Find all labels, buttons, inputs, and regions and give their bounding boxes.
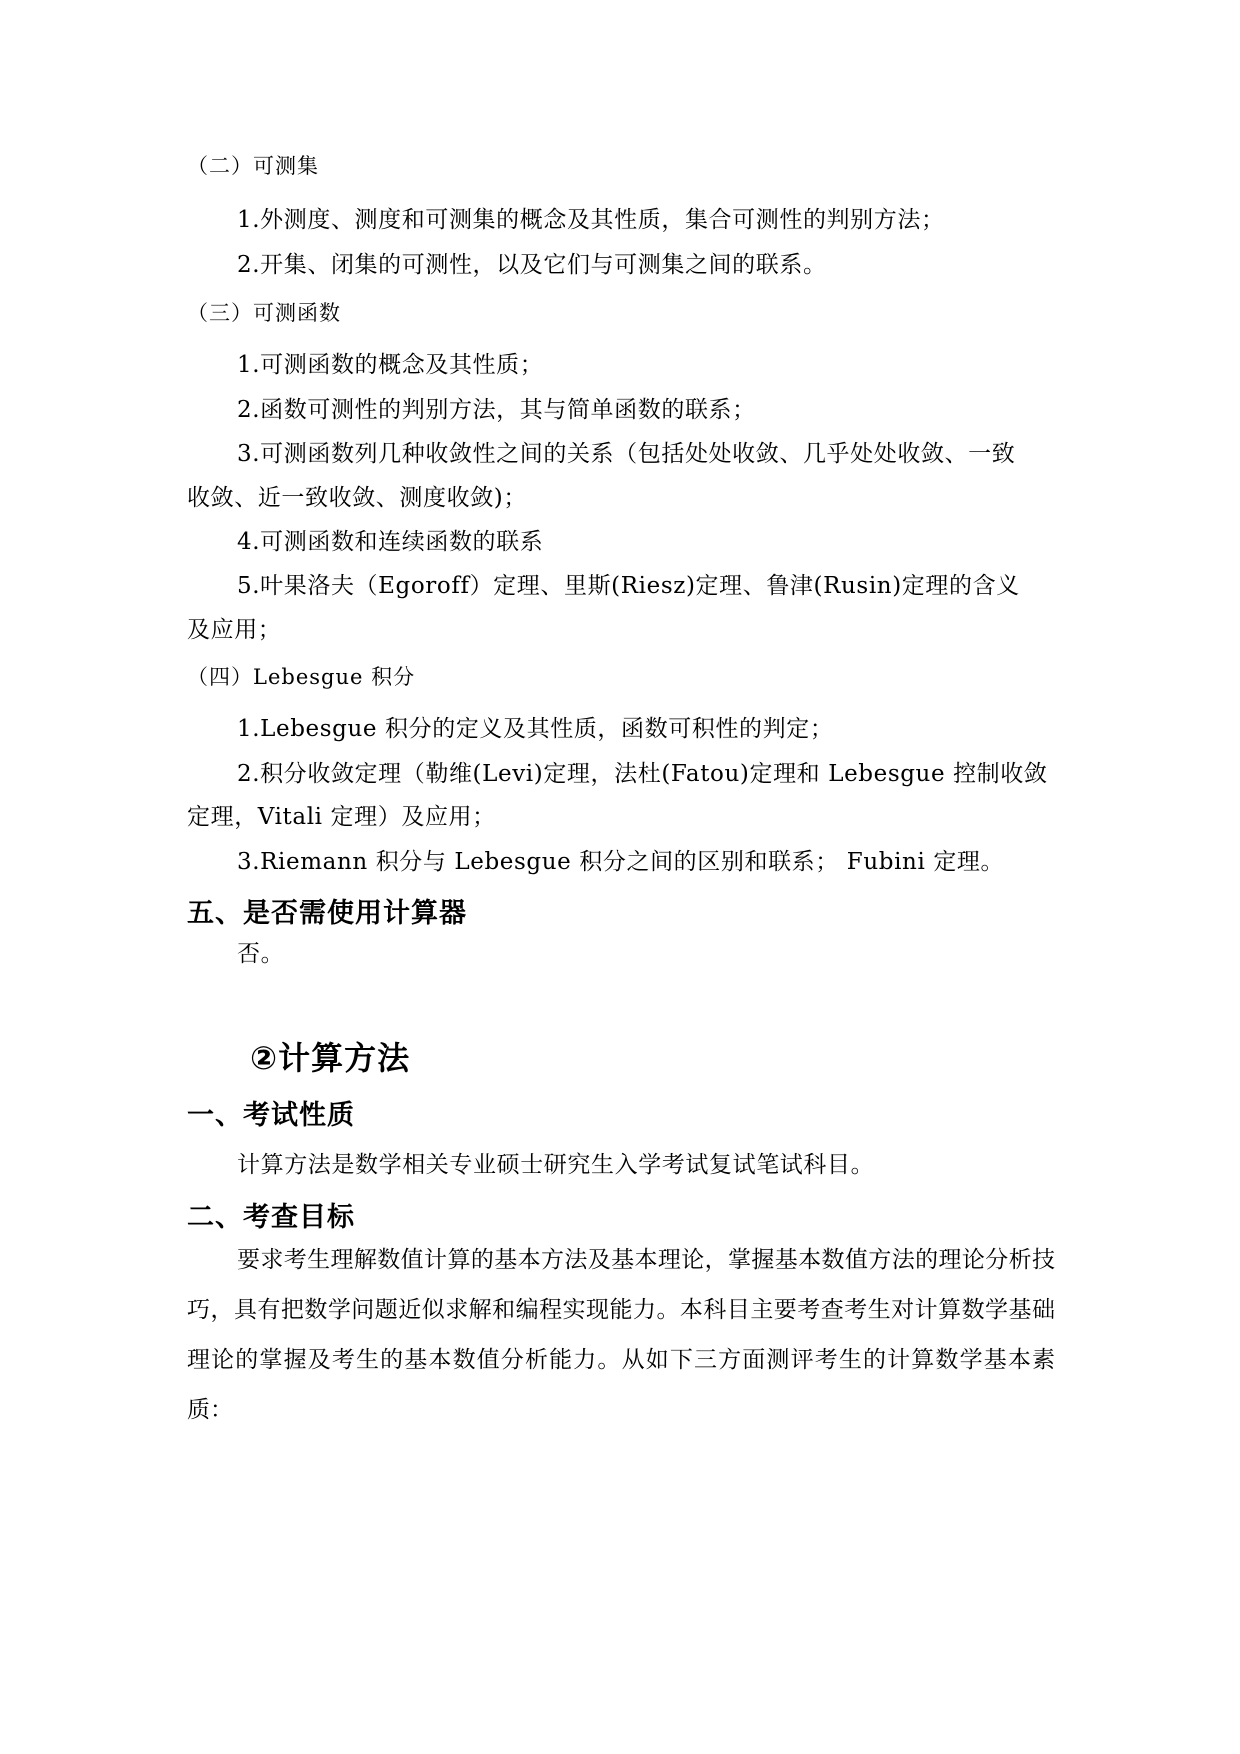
section-heading-exam-objectives: 二、考查目标 <box>187 1202 355 1233</box>
list-item: 1.可测函数的概念及其性质； <box>237 352 544 378</box>
list-item: 4.可测函数和连续函数的联系 <box>237 529 544 555</box>
list-item: 1.外测度、测度和可测集的概念及其性质，集合可测性的判别方法； <box>237 207 945 233</box>
exam-objectives-paragraph: 要求考生理解数值计算的基本方法及基本理论，掌握基本数值方法的理论分析技巧，具有把数学问题近似求解和编程实现能力。本科目主要考查考生对计算数学基础理论的掌握及考生的基本数值分析能力。从如下三方面测评考生的计算数学基本素质： <box>187 1247 1055 1423</box>
list-item: 2.函数可测性的判别方法，其与简单函数的联系； <box>237 397 756 423</box>
list-item: 1.Lebesgue 积分的定义及其性质，函数可积性的判定； <box>237 716 834 742</box>
list-item-continuation: 及应用； <box>187 617 282 643</box>
subject-title: ②计算方法 <box>250 1039 411 1077</box>
list-item: 5.叶果洛夫（Egoroff）定理、里斯(Riesz)定理、鲁津(Rusin)定理的含义 <box>237 573 1020 599</box>
section-heading-calculator: 五、是否需使用计算器 <box>187 898 467 929</box>
list-item: 3.可测函数列几种收敛性之间的关系（包括处处收敛、几乎处处收敛、一致 <box>237 441 1016 467</box>
section-heading-measurable-sets: （二）可测集 <box>187 154 319 178</box>
section-heading-lebesgue-integral: （四）Lebesgue 积分 <box>187 665 416 689</box>
list-item: 2.积分收敛定理（勒维(Levi)定理，法杜(Fatou)定理和 Lebesgue 控制收敛 <box>237 761 1048 787</box>
exam-nature-text: 计算方法是数学相关专业硕士研究生入学考试复试笔试科目。 <box>237 1152 875 1178</box>
calculator-answer: 否。 <box>237 941 285 967</box>
section-heading-exam-nature: 一、考试性质 <box>187 1100 355 1131</box>
list-item-continuation: 收敛、近一致收敛、测度收敛)； <box>187 485 527 511</box>
section-heading-measurable-functions: （三）可测函数 <box>187 301 341 325</box>
list-item: 3.Riemann 积分与 Lebesgue 积分之间的区别和联系； Fubini 定理。 <box>237 849 1005 875</box>
list-item-continuation: 定理，Vitali 定理）及应用； <box>187 804 496 830</box>
list-item: 2.开集、闭集的可测性，以及它们与可测集之间的联系。 <box>237 252 827 278</box>
